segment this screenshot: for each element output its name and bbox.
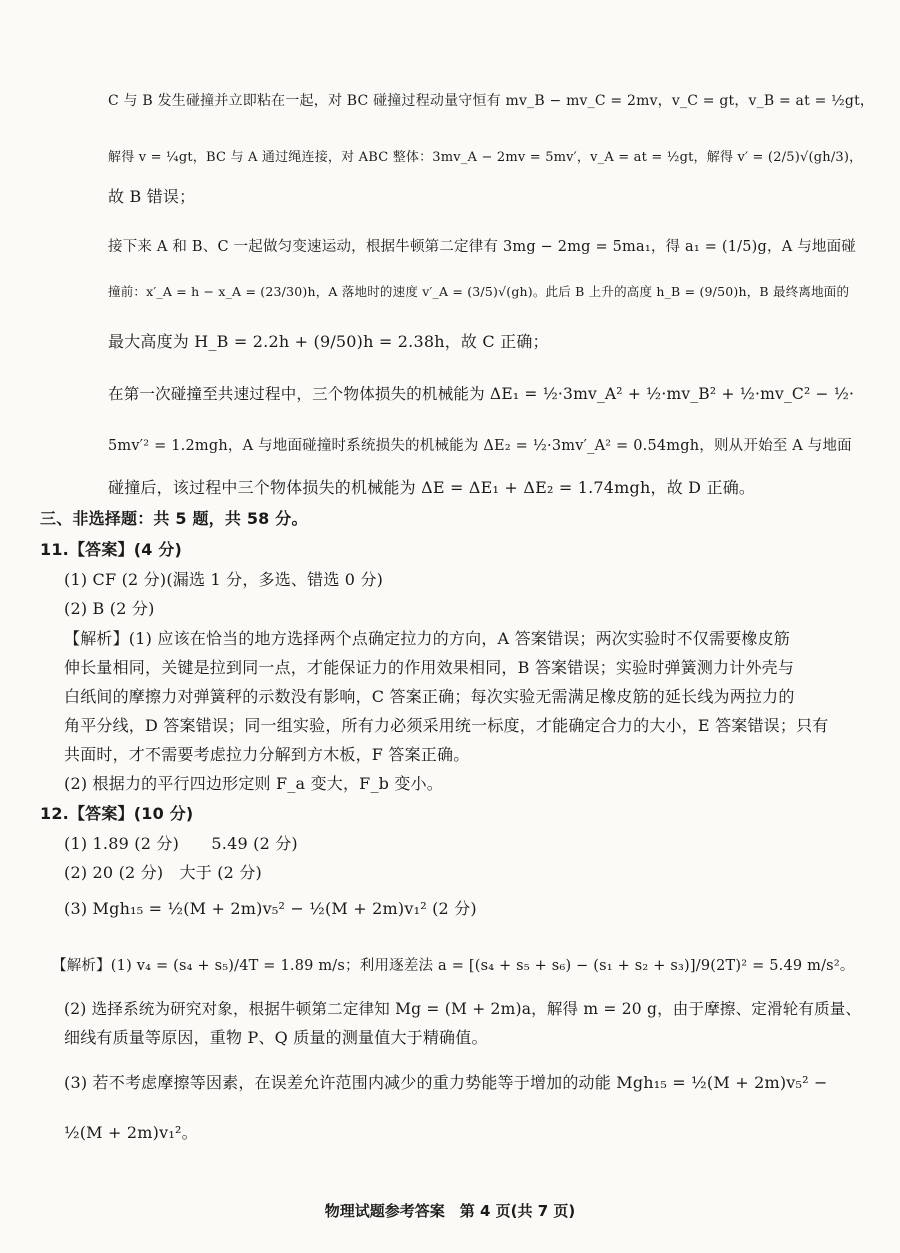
- q11-analysis-line: 伸长量相同，关键是拉到同一点，才能保证力的作用效果相同，B 答案错误；实验时弹簧测力计外壳与: [64, 658, 795, 677]
- q12-answer: (1) 1.89 (2 分) 5.49 (2 分): [64, 834, 298, 853]
- q11-analysis-line: 白纸间的摩擦力对弹簧秤的示数没有影响，C 答案正确；每次实验无需满足橡皮筋的延长线为两拉力的: [64, 687, 795, 706]
- q12-analysis-line: (2) 选择系统为研究对象，根据牛顿第二定律知 Mg = (M + 2m)a，解得 m = 20 g，由于摩擦、定滑轮有质量、: [64, 1000, 862, 1018]
- q12-analysis-line: 细线有质量等原因，重物 P、Q 质量的测量值大于精确值。: [64, 1028, 488, 1047]
- q11-analysis-line: 共面时，才不需要考虑拉力分解到方木板，F 答案正确。: [64, 745, 470, 764]
- q11-header: 11.【答案】(4 分): [40, 540, 183, 559]
- analysis-line: C 与 B 发生碰撞并立即粘在一起，对 BC 碰撞过程动量守恒有 mv_B − mv_C = 2mv，v_C = gt，v_B = at = ½gt，: [108, 93, 875, 109]
- page-footer: 物理试题参考答案 第 4 页(共 7 页): [324, 1202, 576, 1220]
- analysis-line: 接下来 A 和 B、C 一起做匀变速运动，根据牛顿第二定律有 3mg − 2mg = 5ma₁，得 a₁ = (1/5)g，A 与地面碰: [108, 239, 856, 255]
- analysis-line: 在第一次碰撞至共速过程中，三个物体损失的机械能为 ΔE₁ = ½·3mv_A² + ½·mv_B² + ½·mv_C² − ½·: [108, 385, 855, 403]
- q12-analysis-line: 【解析】(1) v₄ = (s₄ + s₅)/4T = 1.89 m/s；利用逐差法 a = [(s₄ + s₅ + s₆) − (s₁ + s₂ + s₃)]/9(2T)² = 5.49 m/s²。: [52, 958, 855, 974]
- q11-answer: (1) CF (2 分)(漏选 1 分，多选、错选 0 分): [64, 570, 384, 589]
- q12-analysis-line: ½(M + 2m)v₁²。: [64, 1123, 198, 1142]
- q12-analysis-line: (3) 若不考虑摩擦等因素，在误差允许范围内减少的重力势能等于增加的动能 Mgh₁₅ = ½(M + 2m)v₅² −: [64, 1073, 828, 1092]
- q12-header: 12.【答案】(10 分): [40, 804, 194, 823]
- analysis-line: 5mv′² = 1.2mgh，A 与地面碰撞时系统损失的机械能为 ΔE₂ = ½·3mv′_A² = 0.54mgh，则从开始至 A 与地面: [108, 438, 852, 454]
- analysis-line: 最大高度为 H_B = 2.2h + (9/50)h = 2.38h，故 C 正确；: [108, 332, 549, 351]
- q12-answer: (3) Mgh₁₅ = ½(M + 2m)v₅² − ½(M + 2m)v₁² (2 分): [64, 899, 477, 918]
- q11-analysis-line: 【解析】(1) 应该在恰当的地方选择两个点确定拉力的方向，A 答案错误；两次实验时不仅需要橡皮筋: [64, 629, 790, 648]
- q11-answer: (2) B (2 分): [64, 599, 155, 618]
- q11-analysis-line: 角平分线，D 答案错误；同一组实验，所有力必须采用统一标度，才能确定合力的大小，E 答案错误；只有: [64, 716, 829, 735]
- analysis-line: 故 B 错误；: [108, 187, 196, 206]
- section-title: 三、非选择题：共 5 题，共 58 分。: [40, 509, 308, 528]
- q12-answer: (2) 20 (2 分) 大于 (2 分): [64, 863, 262, 882]
- q11-analysis-line: (2) 根据力的平行四边形定则 F_a 变大，F_b 变小。: [64, 774, 443, 793]
- analysis-line: 碰撞后，该过程中三个物体损失的机械能为 ΔE = ΔE₁ + ΔE₂ = 1.74mgh，故 D 正确。: [108, 478, 756, 497]
- analysis-line: 撞前：x′_A = h − x_A = (23/30)h，A 落地时的速度 v′_A = (3/5)√(gh)。此后 B 上升的高度 h_B = (9/50)h，B 最终离地面的: [108, 284, 850, 299]
- analysis-line: 解得 v = ¼gt，BC 与 A 通过绳连接，对 ABC 整体：3mv_A − 2mv = 5mv′，v_A = at = ½gt，解得 v′ = (2/5)√(gh/3)，: [108, 150, 863, 165]
